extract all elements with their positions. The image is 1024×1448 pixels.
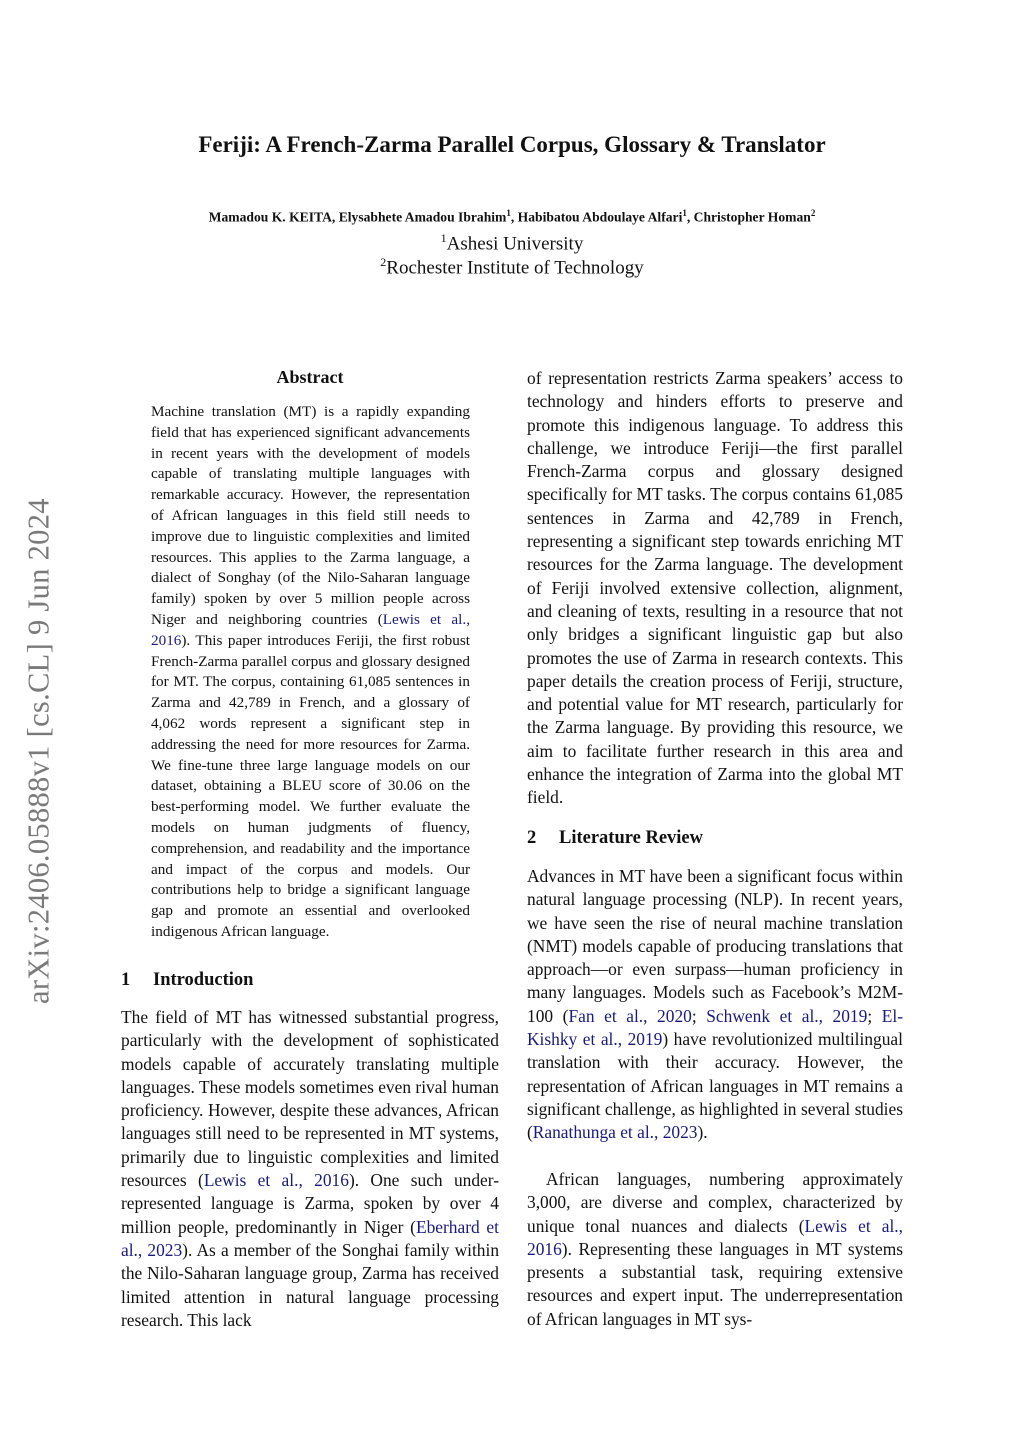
affiliation bbox=[0, 255, 1024, 279]
author-list bbox=[0, 208, 1024, 226]
citation-link[interactable]: Ranathunga et al., 2023 bbox=[532, 1122, 698, 1143]
text-run: ; bbox=[691, 1005, 707, 1026]
citation-link[interactable]: Lewis et al., 2016 bbox=[151, 610, 470, 649]
section-title: Literature Review bbox=[559, 828, 704, 848]
affiliation-name: Ashesi University bbox=[446, 233, 584, 255]
body-paragraph bbox=[527, 865, 903, 1145]
affiliation-mark: 2 bbox=[810, 208, 816, 218]
text-run: Machine translation (MT) is a rapidly expanding field that has experienced significant advancements in recent years with the development of models capable of translating multiple languages with remarkable accuracy. However, the representation of African languages in this field still needs to improve due to linguistic complexities and limited resources. This applies to the Zarma language, a dialect of Songhay (of the Nilo-Saharan language family) spoken by over 5 million people across Niger and neighboring countries ( bbox=[151, 403, 470, 628]
author-name: Elysabhete Amadou Ibrahim bbox=[338, 209, 507, 225]
text-run: Advances in MT have been a significant focus within natural language processing (NLP). In recent years, we have seen the rise of neural machine translation (NMT) models capable of producing translations that approach—or even surpass—human proficiency in many languages. Models such as Facebook’s M2M-100 ( bbox=[527, 866, 903, 1026]
citation-link[interactable]: Lewis et al., 2016 bbox=[527, 1215, 903, 1259]
author-name: , Habibatou Abdoulaye Alfari bbox=[510, 209, 683, 225]
abstract-heading: Abstract bbox=[276, 367, 344, 387]
affiliation-mark: 2 bbox=[380, 255, 387, 269]
author-name: Mamadou K. KEITA, bbox=[208, 209, 339, 225]
affiliation-name: Rochester Institute of Technology bbox=[386, 257, 644, 279]
text-run: ). bbox=[697, 1122, 708, 1143]
affiliation-mark: 1 bbox=[682, 208, 687, 218]
affiliation-mark: 1 bbox=[440, 231, 447, 245]
text-run: ). This paper introduces Feriji, the first robust French-Zarma parallel corpus and glossary designed for MT. The corpus, containing 61,085 sentences in Zarma and 42,789 in French, and a glossary of 4,062 words represent a significant step in addressing the need for more resources for Zarma. We fine-tune three large language models on our dataset, obtaining a BLEU score of 30.06 on the best-performing model. We further evaluate the models on human judgments of fluency, comprehension, and readability and the importance and impact of the corpus and models. Our contributions help to bridge a significant language gap and promote an essential and overlooked indigenous African language. bbox=[151, 631, 470, 940]
affiliation-mark: 1 bbox=[506, 208, 511, 218]
text-run: ). As a member of the Songhai family within the Nilo-Saharan language group, Zarma has received limited attention in natural language processing research. This lack bbox=[121, 1239, 500, 1330]
text-run: The field of MT has witnessed substantial progress, particularly with the development of sophisticated models capable of accurately translating multiple languages. These models sometimes even rival human proficiency. However, despite these advances, African languages still need to be represented in MT systems, primarily due to linguistic complexities and limited resources ( bbox=[121, 1007, 499, 1191]
citation-link[interactable]: Fan et al., 2020 bbox=[568, 1005, 692, 1026]
text-run: ) have revolutionized multilingual translation with their accuracy. However, the representation of African languages in MT remains a significant challenge, as highlighted in several studies ( bbox=[527, 1029, 903, 1143]
text-run: ). Representing these languages in MT systems presents a substantial task, requiring extensive resources and expert input. The underrepresentation of African languages in MT sys- bbox=[527, 1238, 903, 1329]
citation-link[interactable]: El-Kishky et al., 2019 bbox=[527, 1005, 903, 1050]
arxiv-identifier: arXiv:2406.05888v1 [cs.CL] 9 Jun 2024 bbox=[21, 498, 56, 1005]
body-paragraph bbox=[121, 1006, 499, 1332]
section-heading-literature-review bbox=[527, 828, 703, 849]
body-paragraph bbox=[527, 1168, 903, 1331]
paper-title: Feriji: A French-Zarma Parallel Corpus, Glossary & Translator bbox=[198, 132, 826, 157]
citation-link[interactable]: Schwenk et al., 2019 bbox=[706, 1005, 868, 1026]
body-paragraph: of representation restricts Zarma speakers’ access to technology and hinders efforts to preserve and promote this indigenous language. To address this challenge, we introduce Feriji—the first parallel French-Zarma corpus and glossary designed specifically for MT tasks. The corpus contains 61,085 sentences in Zarma and 42,789 in French, representing a significant step towards enriching MT resources for the Zarma language. The development of Feriji involved extensive collection, alignment, and cleaning of texts, resulting in a resource that not only bridges a significant linguistic gap but also promotes the use of Zarma in research contexts. This paper details the creation process of Feriji, structure, and potential value for MT research, particularly for the Zarma language. By providing this resource, we aim to facilitate further research in this area and enhance the integration of Zarma into the global MT field. bbox=[527, 368, 903, 808]
citation-link[interactable]: Eberhard et al., 2023 bbox=[121, 1216, 499, 1260]
section-number: 2 bbox=[527, 828, 537, 848]
text-run: ). One such under-represented language is Zarma, spoken by over 4 million people, predominantly in Niger ( bbox=[121, 1170, 500, 1237]
section-title: Introduction bbox=[153, 970, 254, 990]
abstract-text bbox=[151, 402, 470, 943]
affiliation bbox=[0, 231, 1024, 255]
section-number: 1 bbox=[121, 970, 131, 990]
citation-link[interactable]: Lewis et al., 2016 bbox=[203, 1170, 349, 1191]
section-heading-introduction bbox=[121, 970, 253, 991]
text-run: ; bbox=[867, 1005, 882, 1026]
text-run: African languages, numbering approximately 3,000, are diverse and complex, characterized by unique tonal nuances and dialects ( bbox=[527, 1169, 903, 1236]
author-name: , Christopher Homan bbox=[686, 209, 811, 225]
